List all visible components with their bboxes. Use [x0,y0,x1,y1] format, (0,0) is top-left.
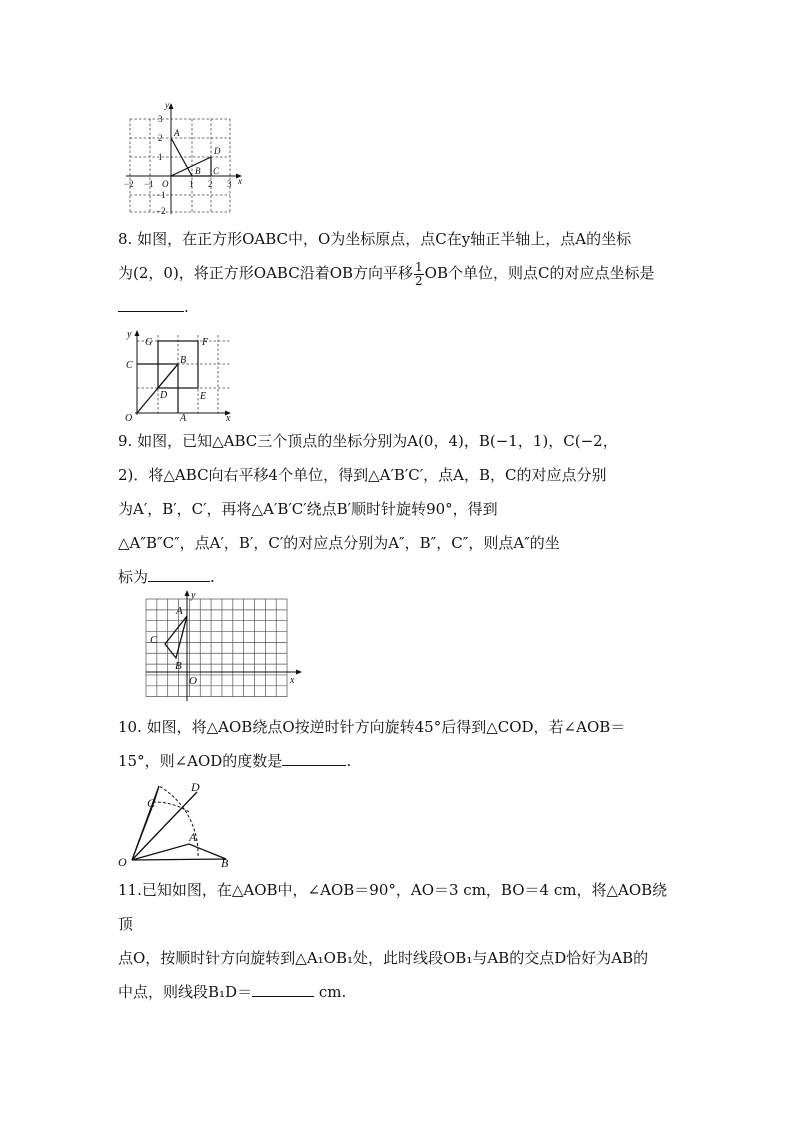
q11-number: 11. [118,881,142,899]
q10-line1: 如图，将△AOB绕点O按逆时针方向旋转45°后得到△COD，若∠AOB＝ [146,718,626,736]
q9-number: 9. [118,432,133,450]
q11-line3-unit: cm. [314,983,347,1001]
fig7-point-a: A [174,128,180,138]
q9-line4: △A″B″C″，点A′，B′，C′的对应点分别为A″，B″，C″，则点A″的坐 [118,534,560,552]
fig9-y-axis-label: y [191,590,196,601]
figure-q7-coordinate-grid [118,100,248,218]
fig7-x-axis-label: x [238,176,242,186]
fig7-origin-label: O [162,179,169,189]
fig7-point-c: C [213,166,220,176]
fig9-label-b: B [175,660,182,672]
fig7-y-tick: −1 [156,190,166,200]
q8-number: 8. [118,230,133,248]
q10-answer-blank[interactable] [282,749,346,766]
fig7-y-tick: −2 [156,206,166,216]
fig8-label-f: F [202,337,209,348]
q10-line2-pre: 15°，则∠AOD的度数是 [118,752,283,770]
q9-line3: 为A′，B′，C′，再将△A′B′C′绕点B′顺时针旋转90°，得到 [118,500,498,518]
fig9-label-a: A [176,605,183,617]
q8-answer-blank[interactable] [118,295,184,312]
q11-line1: 已知如图，在△AOB中，∠AOB＝90°，AO＝3 cm，BO＝4 cm，将△AOB绕顶 [118,881,668,933]
fig10-label-o: O [118,855,127,869]
q9-line5-end: . [210,568,215,586]
figure-q8-square-translation [118,325,238,423]
fig7-y-axis-label: y [165,100,169,110]
q11-line3-pre: 中点，则线段B₁D＝ [118,983,253,1001]
fig7-y-tick: 1 [158,152,163,162]
q9-answer-blank[interactable] [148,565,210,582]
q8-line1: 如图，在正方形OABC中，O为坐标原点，点C在y轴正半轴上，点A的坐标 [137,230,632,248]
question-10 [118,710,680,778]
fig9-label-c: C [150,634,158,646]
q8-line2-pre: 为(2，0)，将正方形OABC沿着OB方向平移 [118,264,414,282]
figure-q9-triangle-grid [140,588,310,708]
fig9-origin-label: O [189,675,197,687]
question-11 [118,873,680,1009]
q9-line2: 2)．将△ABC向右平移4个单位，得到△A′B′C′，点A，B，C的对应点分别 [118,466,607,484]
q8-line3-end: . [184,298,189,316]
q8-frac-numerator: 1 [415,259,423,274]
fig7-point-b: B [195,166,201,176]
fig8-origin-label: O [125,413,133,423]
fig9-x-axis-label: x [290,675,295,686]
fig7-x-tick: 2 [208,179,213,189]
fig8-label-a: A [180,413,187,423]
fig10-label-b: B [221,856,229,870]
q10-number: 10. [118,718,142,736]
fig7-y-tick: 3 [158,114,163,124]
fig8-y-axis-label: y [127,329,132,340]
q9-line5-pre: 标为 [118,568,149,586]
fig10-label-a: A [189,830,197,844]
fig7-x-tick: −1 [144,179,154,189]
fig8-label-e: E [200,391,207,402]
fig8-label-g: G [145,337,153,348]
q8-frac-denominator: 2 [415,273,423,288]
fig10-label-d: D [191,780,200,794]
fig7-x-tick: −2 [124,179,134,189]
fig8-x-axis-label: x [226,413,231,423]
figure-q10-rotation [115,778,245,870]
fig8-label-b: B [180,355,187,366]
fig7-x-tick: 3 [227,179,232,189]
fig8-label-d: D [160,390,168,401]
fig7-x-tick: 1 [189,179,194,189]
fig7-y-tick: 2 [158,133,163,143]
q11-answer-blank[interactable] [252,980,314,997]
question-9 [118,424,680,594]
fig7-point-d: D [214,146,221,156]
question-8 [118,222,680,324]
q11-line2: 点O，按顺时针方向旋转到△A₁OB₁处，此时线段OB₁与AB的交点D恰好为AB的 [118,949,649,967]
fig8-label-c: C [126,360,133,371]
q8-fraction [414,261,424,288]
q9-line1: 如图，已知△ABC三个顶点的坐标分别为A(0，4)，B(−1，1)，C(−2， [137,432,618,450]
q10-line2-end: . [346,752,352,770]
fig10-label-c: C [147,796,156,810]
q8-line2-post: OB个单位，则点C的对应点坐标是 [424,264,655,282]
